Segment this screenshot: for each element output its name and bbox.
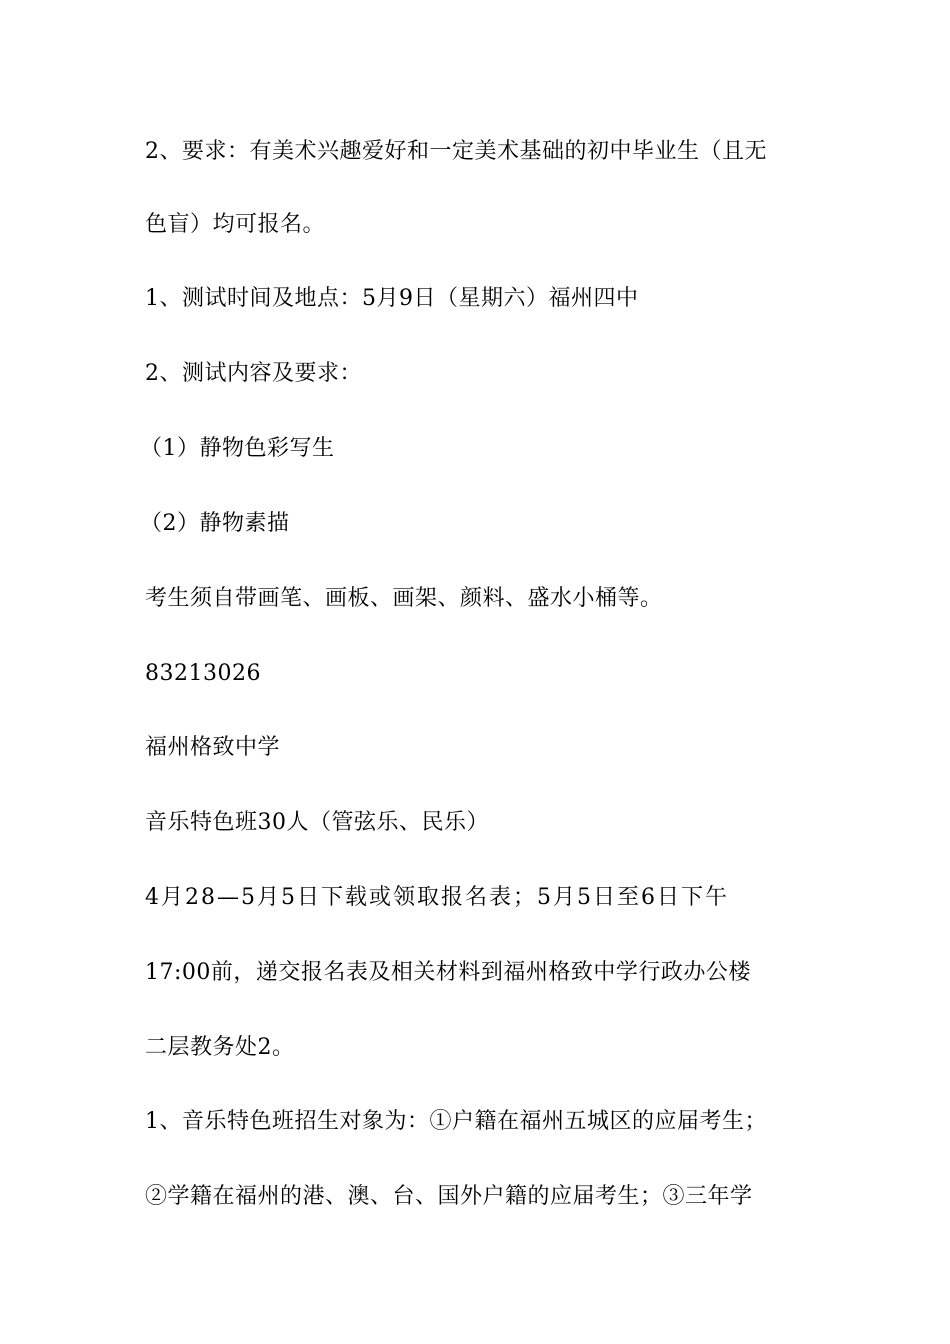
- text-line-requirements-cont: 色盲）均可报名。: [145, 212, 326, 237]
- text-line-registration-dates: 4月28—5月5日下载或领取报名表；5月5日至6日下午: [145, 885, 729, 910]
- text-line-materials: 考生须自带画笔、画板、画架、颜料、盛水小桶等。: [145, 586, 663, 611]
- text-line-phone: 83213026: [145, 661, 261, 686]
- text-line-test-time-place: 1、测试时间及地点：5月9日（星期六）福州四中: [145, 286, 639, 311]
- text-line-item-1: （1）静物色彩写生: [140, 436, 335, 461]
- text-line-requirements: 2、要求：有美术兴趣爱好和一定美术基础的初中毕业生（且无: [145, 139, 767, 164]
- text-line-item-2: （2）静物素描: [140, 511, 290, 536]
- text-line-eligibility-1: 1、音乐特色班招生对象为：①户籍在福州五城区的应届考生；: [145, 1109, 767, 1134]
- text-line-eligibility-2: ②学籍在福州的港、澳、台、国外户籍的应届考生；③三年学: [145, 1184, 753, 1209]
- text-line-submission: 17:00前，递交报名表及相关材料到福州格致中学行政办公楼: [145, 960, 751, 985]
- text-line-music-class: 音乐特色班30人（管弦乐、民乐）: [145, 810, 489, 835]
- text-line-test-content: 2、测试内容及要求：: [145, 361, 362, 386]
- text-line-office: 二层教务处2。: [145, 1035, 295, 1060]
- text-line-school-name: 福州格致中学: [145, 735, 281, 760]
